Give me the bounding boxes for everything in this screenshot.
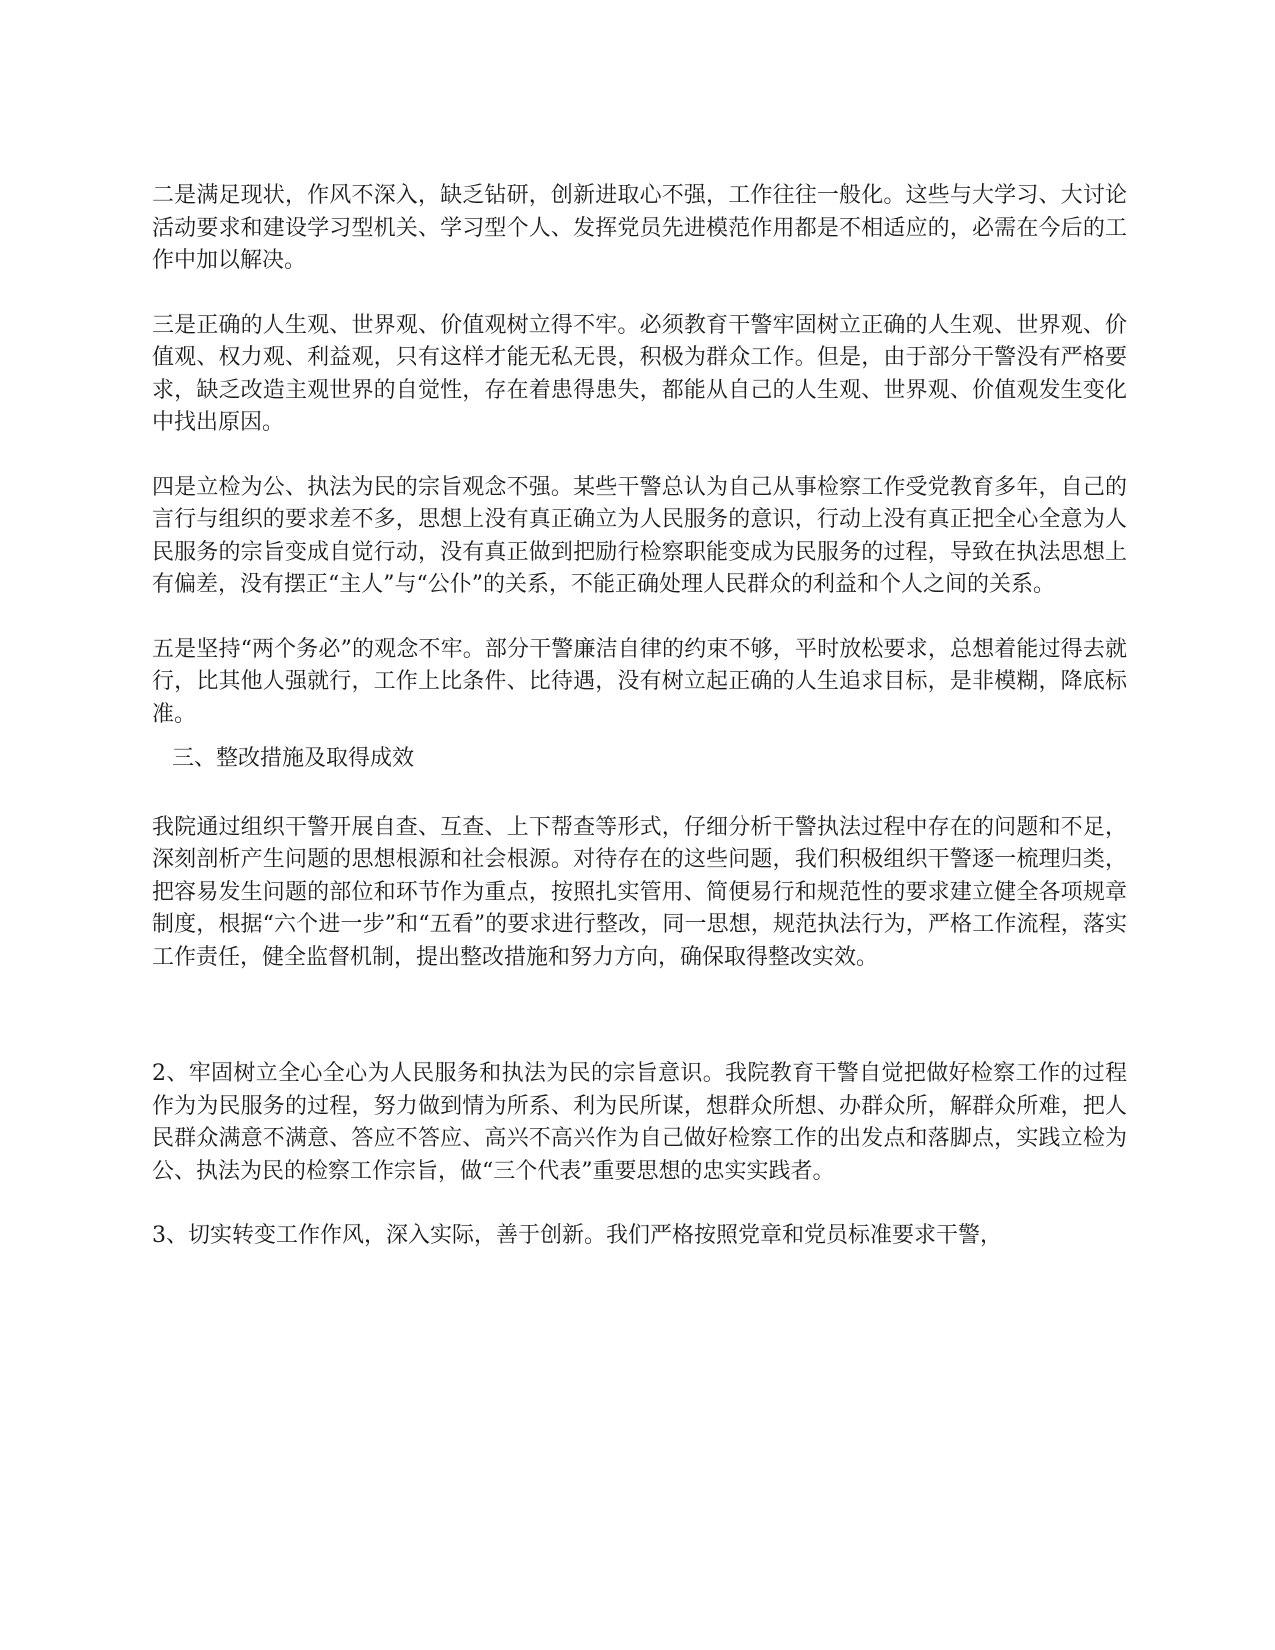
section-heading: 三、整改措施及取得成效	[172, 746, 415, 771]
paragraph-2: 二是满足现状，作风不深入，缺乏钻研，创新进取心不强，工作往往一般化。这些与大学习、大讨论活动要求和建设学习型机关、学习型个人、发挥党员先进模范作用都是不相适应的，必需在今后的工作中加以解决。	[152, 183, 1127, 273]
paragraph-5: 五是坚持“两个务必”的观念不牢。部分干警廉洁自律的约束不够，平时放松要求，总想着能过得去就行，比其他人强就行，工作上比条件、比待遇，没有树立起正确的人生追求目标，是非模糊，降底标准。	[152, 636, 1127, 727]
section-intro-paragraph: 我院通过组织干警开展自查、互查、上下帮查等形式，仔细分析干警执法过程中存在的问题和不足，深刻剖析产生问题的思想根源和社会根源。对待存在的这些问题，我们积极组织干警逐一梳理归类，把容易发生问题的部位和环节作为重点，按照扎实管用、简便易行和规范性的要求建立健全各项规章制度，根据“六个进一步”和“五看”的要求进行整改，同一思想，规范执法行为，严格工作流程，落实工作责任，健全监督机制，提出整改措施和努力方向，确保取得整改实效。	[152, 814, 1127, 970]
measure-2-paragraph: 2、牢固树立全心全心为人民服务和执法为民的宗旨意识。我院教育干警自觉把做好检察工作的过程作为为民服务的过程，努力做到情为所系、利为民所谋，想群众所想、办群众所，解群众所难，把人民群众满意不满意、答应不答应、高兴不高兴作为自己做好检察工作的出发点和落脚点，实践立检为公、执法为民的检察工作宗旨，做“三个代表”重要思想的忠实实践者。	[152, 1061, 1127, 1184]
paragraph-3: 三是正确的人生观、世界观、价值观树立得不牢。必须教育干警牢固树立正确的人生观、世界观、价值观、权力观、利益观，只有这样才能无私无畏，积极为群众工作。但是，由于部分干警没有严格要求，缺乏改造主观世界的自觉性，存在着患得患失，都能从自己的人生观、世界观、价值观发生变化中找出原因。	[152, 312, 1127, 435]
measure-3-paragraph: 3、切实转变工作作风，深入实际，善于创新。我们严格按照党章和党员标准要求干警，	[152, 1223, 1002, 1248]
paragraph-4: 四是立检为公、执法为民的宗旨观念不强。某些干警总认为自己从事检察工作受党教育多年，自己的言行与组织的要求差不多，思想上没有真正确立为人民服务的意识，行动上没有真正把全心全意为人民服务的宗旨变成自觉行动，没有真正做到把励行检察职能变成为民服务的过程，导致在执法思想上有偏差，没有摆正“主人”与“公仆”的关系，不能正确处理人民群众的利益和个人之间的关系。	[152, 474, 1127, 597]
blank-gap	[152, 1006, 1127, 1058]
document-body	[152, 180, 1127, 1285]
